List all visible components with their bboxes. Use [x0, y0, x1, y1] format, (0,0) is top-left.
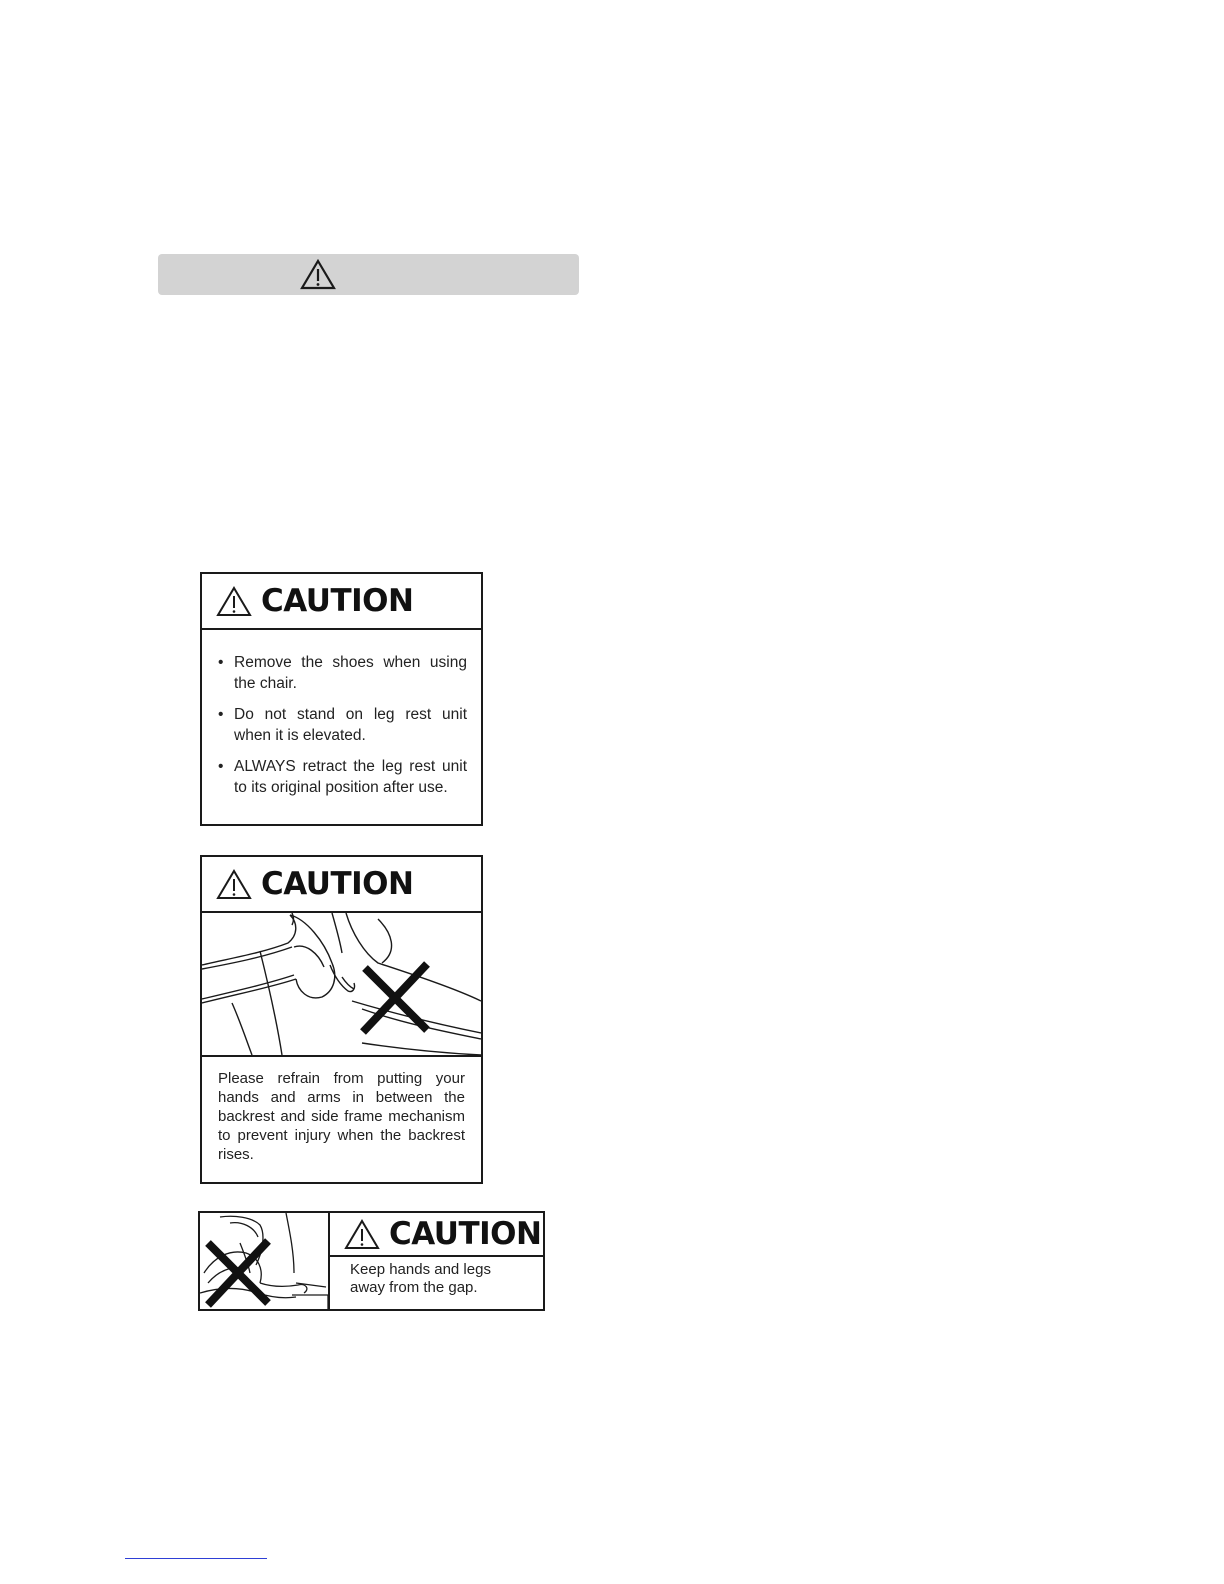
caution-title: CAUTION: [389, 1216, 542, 1252]
leg-gap-illustration: [200, 1213, 330, 1309]
caution-title: CAUTION: [261, 583, 414, 619]
caution-bullet-list: [202, 630, 481, 798]
caution-header: [202, 574, 481, 630]
list-item: [218, 756, 467, 798]
warning-triangle-icon: [216, 586, 252, 617]
bullet-glyph: •: [218, 654, 224, 671]
caution-box-gap: [198, 1211, 545, 1311]
bullet-text: Do not stand on leg rest unit when it is elevated.: [234, 706, 467, 744]
caution-box-backrest: [200, 855, 483, 1184]
warning-triangle-icon: [216, 869, 252, 900]
caution-description: Please refrain from putting your hands and arms in between the backrest and side frame mechanism to prevent injury when the backrest rises.: [218, 1070, 465, 1163]
footer-link-underline[interactable]: [125, 1558, 267, 1559]
caution-header: [202, 857, 481, 913]
warning-header-bar: [158, 254, 579, 295]
list-item: [218, 704, 467, 746]
backrest-gap-illustration-svg: [202, 913, 481, 1055]
bullet-glyph: •: [218, 758, 224, 775]
caution-gap-content: [330, 1213, 543, 1309]
bullet-glyph: •: [218, 706, 224, 723]
caution-box-shoes: [200, 572, 483, 826]
bullet-text: ALWAYS retract the leg rest unit to its original position after use.: [234, 758, 467, 796]
prohibited-x-icon: [355, 958, 435, 1038]
backrest-gap-illustration: [202, 913, 481, 1057]
list-item: [218, 652, 467, 694]
caution-title: CAUTION: [261, 866, 414, 902]
warning-triangle-icon: [300, 259, 336, 290]
caution-description: Keep hands and legs away from the gap.: [350, 1261, 491, 1296]
warning-triangle-icon: [344, 1219, 380, 1250]
prohibited-x-icon: [202, 1237, 274, 1309]
bullet-text: Remove the shoes when using the chair.: [234, 654, 467, 692]
caution-header: [330, 1213, 543, 1257]
